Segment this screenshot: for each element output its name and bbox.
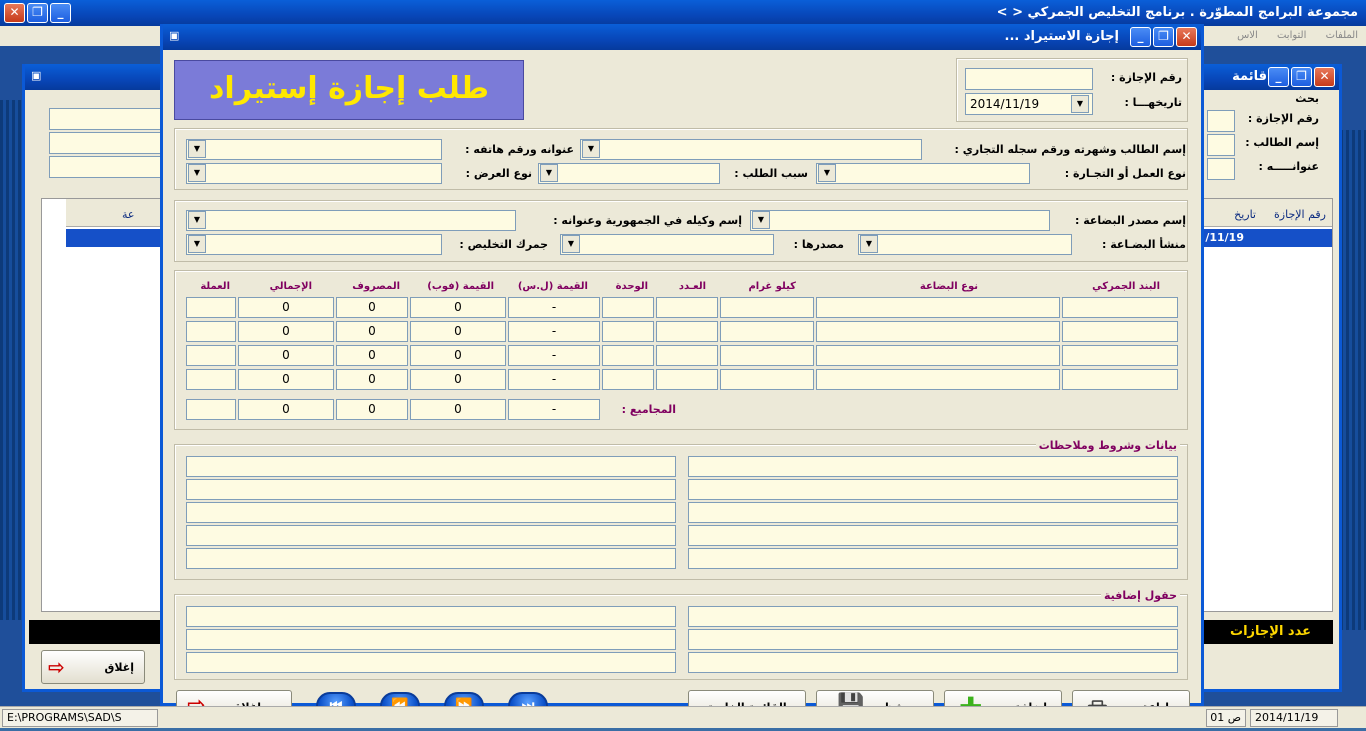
table-cell-value-sp[interactable]: -	[508, 345, 600, 366]
notes-field[interactable]	[186, 502, 676, 523]
table-cell-currency[interactable]	[186, 369, 236, 390]
search-address-label: عنوانـــــه :	[1258, 160, 1319, 173]
list-left-field-3[interactable]	[49, 156, 164, 178]
permit-date-label: تاريخهـــا :	[1124, 96, 1182, 109]
col-header-total: الإجمالي	[269, 281, 312, 292]
goods-origin-dropdown[interactable]: ▼	[860, 235, 878, 253]
table-cell-total[interactable]: 0	[238, 321, 334, 342]
total-cell-currency[interactable]	[186, 399, 236, 420]
request-reason-field[interactable]	[538, 163, 720, 184]
col-header-value-sp: القيمة (ل.س)	[517, 281, 588, 292]
table-cell-value-fob[interactable]: 0	[410, 345, 506, 366]
grid-header-permit[interactable]: رقم الإجازة	[1274, 208, 1326, 221]
applicant-name-label: إسم الطالب وشهرته ورقم سجله التجاري :	[954, 143, 1186, 156]
extra-field[interactable]	[688, 629, 1178, 650]
col-header-tariff: البند الجمركي	[1092, 281, 1160, 292]
total-cell-value-sp[interactable]: -	[508, 399, 600, 420]
search-permit-field[interactable]	[1207, 110, 1235, 132]
table-cell-count[interactable]	[656, 369, 718, 390]
app-maximize-button[interactable]: ❐	[27, 3, 48, 23]
offer-type-label: نوع العرض :	[465, 167, 532, 180]
permit-date-field[interactable]: 2014/11/19	[965, 93, 1093, 115]
table-cell-kg[interactable]	[720, 369, 814, 390]
col-header-count: العـدد	[678, 281, 706, 292]
table-cell-value-fob[interactable]: 0	[410, 297, 506, 318]
app-title: مجموعة البرامج المطوّرة . برنامج التخليص الجمركي < >	[996, 5, 1358, 20]
status-path: E:\PROGRAMS\SAD\S	[2, 709, 158, 727]
table-cell-kg[interactable]	[720, 297, 814, 318]
table-cell-currency[interactable]	[186, 297, 236, 318]
table-cell-count[interactable]	[656, 345, 718, 366]
goods-sources-dropdown[interactable]: ▼	[562, 235, 580, 253]
customs-dropdown[interactable]: ▼	[188, 235, 206, 253]
list-left-field-1[interactable]	[49, 108, 164, 130]
table-cell-value-fob[interactable]: 0	[410, 369, 506, 390]
total-cell-total[interactable]: 0	[238, 399, 334, 420]
goods-sources-label: مصدرها :	[793, 238, 844, 251]
notes-field[interactable]	[688, 479, 1178, 500]
app-close-button[interactable]: ✕	[4, 3, 25, 23]
applicant-name-dropdown[interactable]: ▼	[582, 140, 600, 158]
dialog-maximize-button[interactable]: ❐	[1153, 27, 1174, 47]
table-cell-kg[interactable]	[720, 345, 814, 366]
goods-sources-field[interactable]	[560, 234, 774, 255]
table-cell-expense[interactable]: 0	[336, 321, 408, 342]
goods-origin-field[interactable]	[858, 234, 1072, 255]
col-header-goods-type: نوع البضاعة	[919, 281, 978, 292]
window-icon: ▣	[169, 29, 180, 42]
banner-title: طلب إجازة إستيراد	[209, 71, 489, 106]
notes-field[interactable]	[186, 525, 676, 546]
notes-label: بيانات وشروط وملاحظات	[1036, 439, 1180, 452]
extra-field[interactable]	[186, 629, 676, 650]
table-cell-tariff[interactable]	[1062, 297, 1178, 318]
applicant-address-dropdown[interactable]: ▼	[188, 140, 206, 158]
table-cell-tariff[interactable]	[1062, 321, 1178, 342]
status-time: ص 01	[1206, 709, 1246, 727]
table-cell-total[interactable]: 0	[238, 297, 334, 318]
table-cell-goods-type[interactable]	[816, 345, 1060, 366]
grid-header-date[interactable]: تاريخ	[1234, 208, 1256, 221]
table-cell-total[interactable]: 0	[238, 369, 334, 390]
goods-source-field[interactable]	[750, 210, 1050, 231]
table-cell-expense[interactable]: 0	[336, 369, 408, 390]
permit-no-field[interactable]	[965, 68, 1093, 90]
exit-door-icon: ⇨	[48, 655, 65, 679]
grid-header-left[interactable]: عة	[122, 208, 135, 221]
notes-field[interactable]	[186, 456, 676, 477]
work-type-field[interactable]	[816, 163, 1030, 184]
list-minimize-button[interactable]: _	[1268, 67, 1289, 87]
binary-decoration-left	[0, 100, 22, 620]
search-permit-label: رقم الإجازة :	[1247, 112, 1319, 125]
total-cell-expense[interactable]: 0	[336, 399, 408, 420]
table-cell-count[interactable]	[656, 297, 718, 318]
app-titlebar	[0, 0, 1366, 26]
menu-constants[interactable]: التوابت	[1276, 30, 1307, 41]
offer-type-dropdown[interactable]: ▼	[188, 164, 206, 182]
count-label: عدد الإجازات	[1230, 624, 1311, 639]
extra-field[interactable]	[186, 652, 676, 673]
request-reason-dropdown[interactable]: ▼	[540, 164, 558, 182]
extra-label: حقول إضافية	[1101, 589, 1180, 602]
total-cell-value-fob[interactable]: 0	[410, 399, 506, 420]
table-cell-total[interactable]: 0	[238, 345, 334, 366]
totals-label: المجاميع :	[621, 403, 676, 416]
window-icon: ▣	[31, 69, 42, 82]
col-header-currency: العملة	[200, 281, 230, 292]
list-close-label: إغلاق	[104, 661, 134, 674]
row-date: /11/19	[1205, 231, 1244, 244]
notes-field[interactable]	[688, 525, 1178, 546]
extra-field[interactable]	[688, 652, 1178, 673]
table-cell-tariff[interactable]	[1062, 345, 1178, 366]
table-cell-unit[interactable]	[602, 369, 654, 390]
search-name-field[interactable]	[1207, 134, 1235, 156]
customs-label: جمرك التخليص :	[459, 238, 548, 251]
app-minimize-button[interactable]: _	[50, 3, 71, 23]
status-date: 2014/11/19	[1250, 709, 1338, 727]
menu-files[interactable]: الملفات	[1325, 30, 1358, 41]
extra-field[interactable]	[688, 606, 1178, 627]
table-cell-value-fob[interactable]: 0	[410, 321, 506, 342]
table-cell-kg[interactable]	[720, 321, 814, 342]
work-type-dropdown[interactable]: ▼	[818, 164, 836, 182]
list-left-field-2[interactable]	[49, 132, 164, 154]
table-cell-expense[interactable]: 0	[336, 345, 408, 366]
table-cell-currency[interactable]	[186, 345, 236, 366]
table-cell-goods-type[interactable]	[816, 369, 1060, 390]
table-cell-goods-type[interactable]	[816, 297, 1060, 318]
search-label: بحث	[1295, 92, 1319, 105]
binary-decoration	[1340, 130, 1366, 630]
goods-source-dropdown[interactable]: ▼	[752, 211, 770, 229]
table-cell-unit[interactable]	[602, 345, 654, 366]
col-header-expense: المصروف	[352, 281, 400, 292]
search-address-field[interactable]	[1207, 158, 1235, 180]
applicant-address-label: عنوانه ورقم هاتفه :	[465, 143, 574, 156]
dialog-minimize-button[interactable]: _	[1130, 27, 1151, 47]
applicant-name-field[interactable]	[580, 139, 922, 160]
status-bar	[0, 706, 1366, 728]
goods-source-label: إسم مصدر البضاعة :	[1075, 214, 1186, 227]
dialog-titlebar	[163, 24, 1201, 50]
table-cell-value-sp[interactable]: -	[508, 321, 600, 342]
table-cell-expense[interactable]: 0	[336, 297, 408, 318]
search-name-label: إسم الطالب :	[1245, 136, 1319, 149]
notes-field[interactable]	[688, 456, 1178, 477]
col-header-kg: كيلو غرام	[748, 281, 796, 292]
goods-origin-label: منشأ البضـاعة :	[1102, 238, 1186, 251]
permit-date-dropdown[interactable]: ▼	[1071, 95, 1089, 113]
customs-field[interactable]	[186, 234, 442, 255]
col-header-unit: الوحدة	[615, 281, 648, 292]
list-window-title: قائمة	[1232, 69, 1267, 84]
list-close-button[interactable]: ✕	[1314, 67, 1335, 87]
table-cell-unit[interactable]	[602, 321, 654, 342]
list-maximize-button[interactable]: ❐	[1291, 67, 1312, 87]
table-cell-count[interactable]	[656, 321, 718, 342]
notes-field[interactable]	[186, 548, 676, 569]
agent-field[interactable]	[186, 210, 516, 231]
menu-other[interactable]: الاس	[1237, 30, 1258, 41]
table-cell-goods-type[interactable]	[816, 321, 1060, 342]
extra-field[interactable]	[186, 606, 676, 627]
offer-type-field[interactable]	[186, 163, 442, 184]
agent-dropdown[interactable]: ▼	[188, 211, 206, 229]
work-type-label: نوع العمل أو التجـارة :	[1064, 167, 1186, 180]
request-reason-label: سبب الطلب :	[734, 167, 808, 180]
notes-field[interactable]	[688, 502, 1178, 523]
table-cell-value-sp[interactable]: -	[508, 369, 600, 390]
table-cell-currency[interactable]	[186, 321, 236, 342]
notes-field[interactable]	[688, 548, 1178, 569]
dialog-title: إجازة الاستيراد ...	[1004, 29, 1119, 44]
applicant-address-field[interactable]	[186, 139, 442, 160]
list-close-action-button[interactable]	[41, 650, 145, 684]
banner	[174, 60, 524, 120]
permit-no-label: رقم الإجازة :	[1110, 71, 1182, 84]
table-cell-tariff[interactable]	[1062, 369, 1178, 390]
table-cell-unit[interactable]	[602, 297, 654, 318]
agent-label: إسم وكيله في الجمهورية وعنوانه :	[553, 214, 742, 227]
table-cell-value-sp[interactable]: -	[508, 297, 600, 318]
notes-field[interactable]	[186, 479, 676, 500]
dialog-close-button[interactable]: ✕	[1176, 27, 1197, 47]
col-header-value-fob: القيمة (فوب)	[427, 281, 494, 292]
